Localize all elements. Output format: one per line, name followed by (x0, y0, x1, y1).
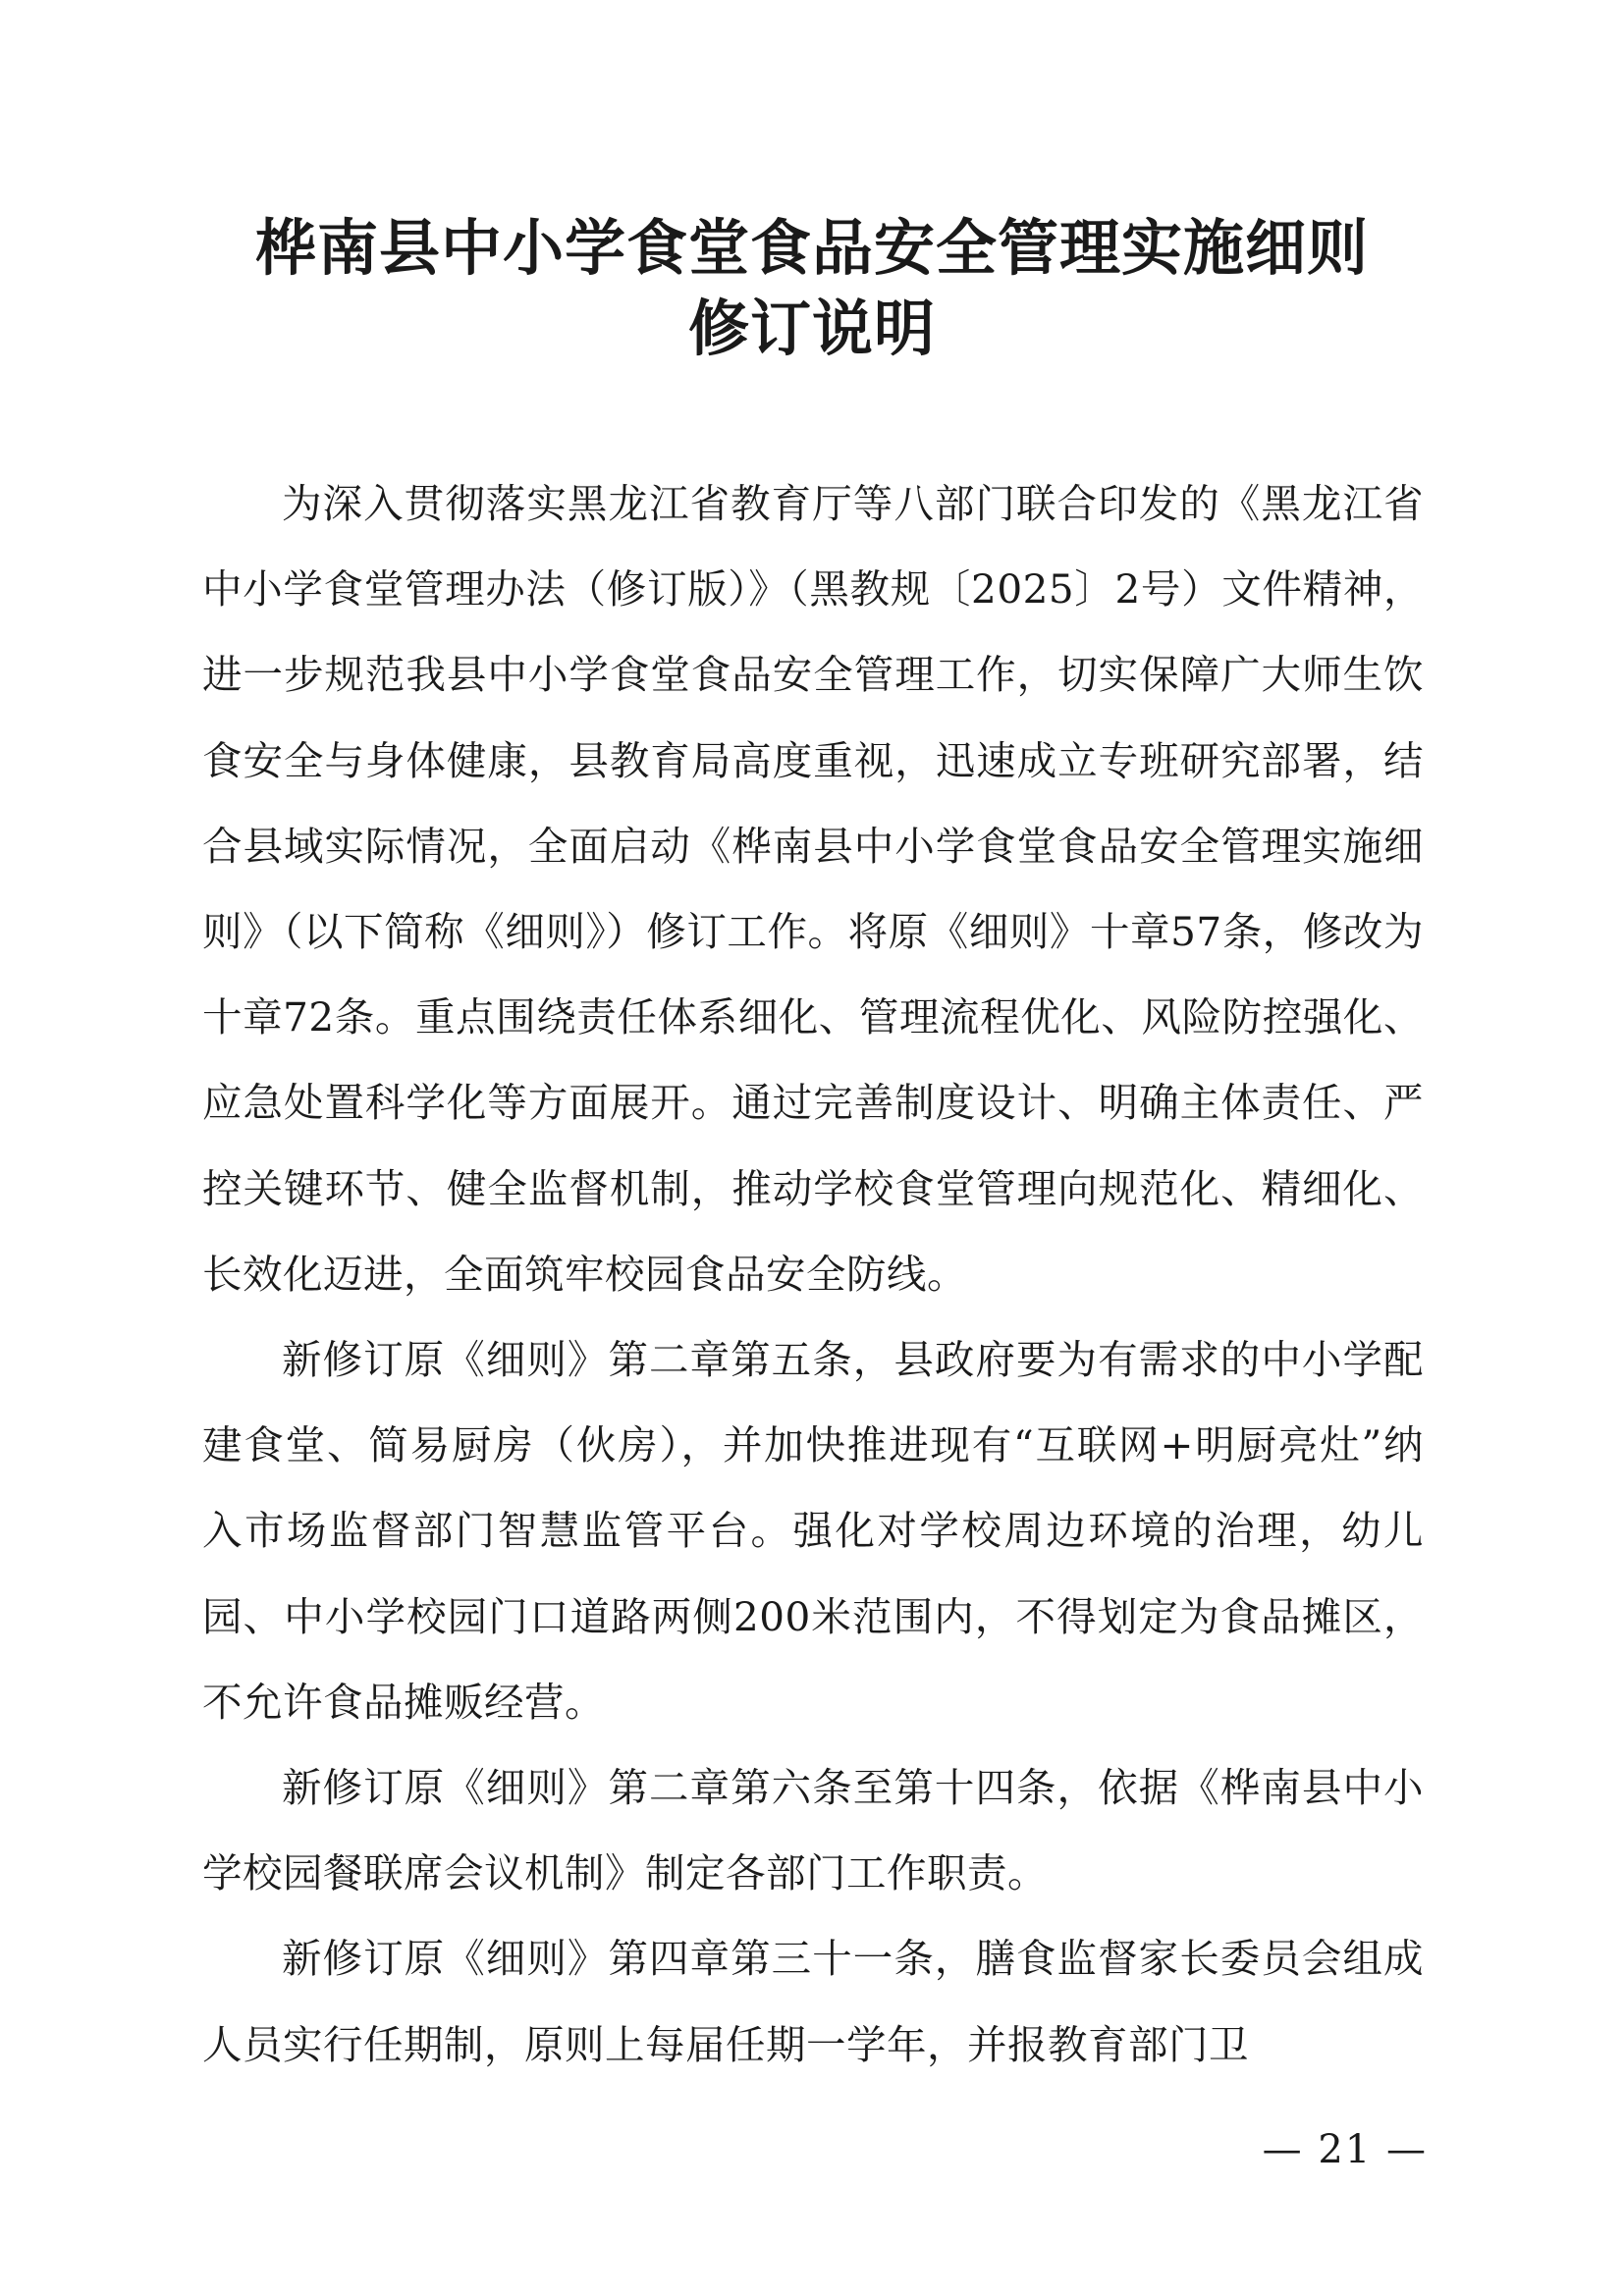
page-number: — 21 — (1262, 2127, 1428, 2172)
document-body (202, 461, 1424, 2088)
body-paragraph-4: 新修订原《细则》第四章第三十一条，膳食监督家长委员会组成人员实行任期制，原则上每届任期一学年，并报教育部门卫 (202, 1935, 1424, 2068)
body-paragraph-1: 为深入贯彻落实黑龙江省教育厅等八部门联合印发的《黑龙江省中小学食堂管理办法（修订版）》（黑教规〔2025〕2号）文件精神，进一步规范我县中小学食堂食品安全管理工作，切实保障广大师生饮食安全与身体健康，县教育局高度重视，迅速成立专班研究部署，结合县域实际情况，全面启动《桦南县中小学食堂食品安全管理实施细则》（以下简称《细则》）修订工作。将原《细则》十章57条，修改为十章72条。重点围绕责任体系细化、管理流程优化、风险防控强化、应急处置科学化等方面展开。通过完善制度设计、明确主体责任、严控关键环节、健全监督机制，推动学校食堂管理向规范化、精细化、长效化迈进，全面筑牢校园食品安全防线。 (202, 480, 1424, 1298)
document-title-line1: 桦南县中小学食堂食品安全管理实施细则 (254, 212, 1369, 284)
body-paragraph-2: 新修订原《细则》第二章第五条，县政府要为有需求的中小学配建食堂、简易厨房（伙房），并加快推进现有“互联网+明厨亮灶”纳入市场监督部门智慧监管平台。强化对学校周边环境的治理，幼儿园、中小学校园门口道路两侧200米范围内，不得划定为食品摊区，不允许食品摊贩经营。 (202, 1336, 1424, 1726)
document-title-line2: 修订说明 (687, 293, 936, 364)
body-paragraph-3: 新修订原《细则》第二章第六条至第十四条，依据《桦南县中小学校园餐联席会议机制》制定各部门工作职责。 (202, 1764, 1424, 1897)
